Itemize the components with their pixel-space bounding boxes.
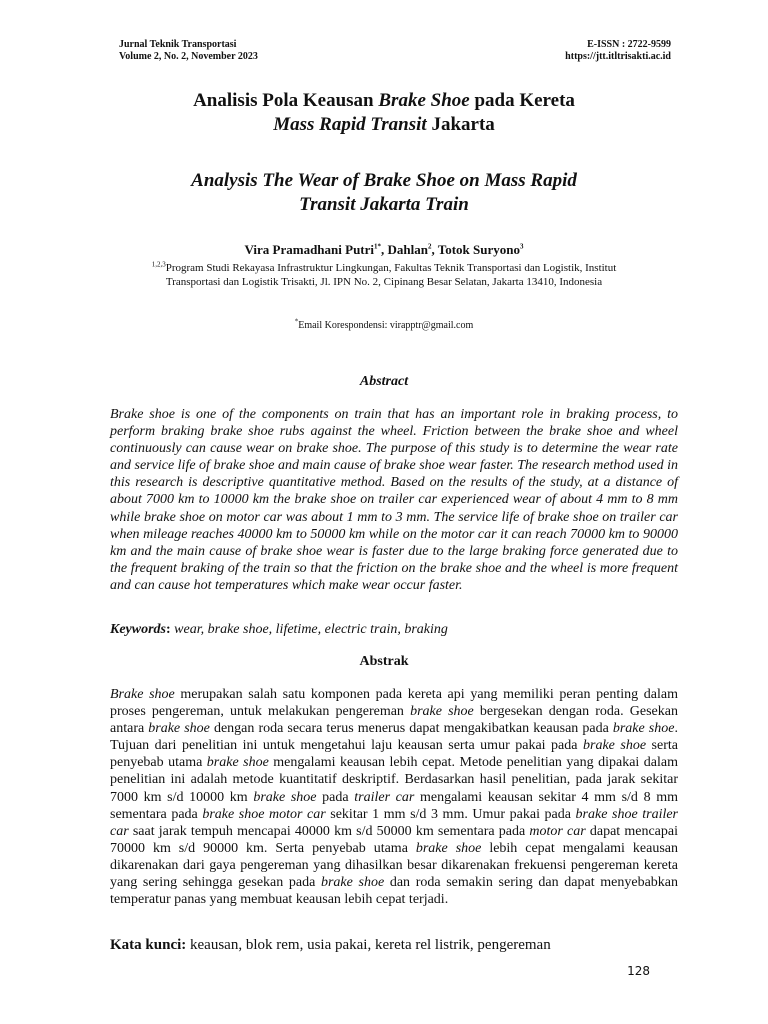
running-header-left [119, 39, 258, 63]
kata-kunci: Kata kunci: keausan, blok rem, usia pakai, kereta rel listrik, pengereman [110, 937, 551, 953]
affiliation: $^{1,2,3}$Program Studi Rekayasa Infrastruktur Lingkungan, Fakultas Teknik Transportasi dan Logistik, Institut Transportasi dan Logistik Trisakti, Jl. IPN No. 2, Cipinang Besar Selatan, Jakarta 13410, Indonesia [151, 260, 617, 288]
journal-url: https://jtt.itltrisakti.ac.id [565, 51, 671, 62]
abstract-body: Brake shoe is one of the components on train that has an important role in braking process, to perform braking brake shoe rubs against the wheel. Friction between the brake shoe and wheel continuously can cause wear on brake shoe. The purpose of this study is to determine the wear rate and service life of brake shoe and main cause of brake shoe wear faster. The research method used in this research is descriptive quantitative method. Based on the results of the study, at a distance of about 7000 km to 10000 km the brake shoe on trailer car experienced wear of about 4 mm to 8 mm while brake shoe on motor car was about 1 mm to 3 mm. The service life of brake shoe on trailer car when mileage reaches 40000 km to 50000 km while on the motor car it can reach 70000 km to 90000 km and the main cause of brake shoe wear is faster due to the large braking force generated due to the frequent braking of the train so that the friction on the brake shoe and the wheel is more frequent and can cause hot temperatures which make wear occur faster. [110, 407, 678, 593]
title-english: Analysis The Wear of Brake Shoe on Mass Rapid Transit Jakarta Train [191, 170, 577, 215]
abstract-heading: Abstract [359, 374, 409, 389]
running-header-right [565, 39, 671, 63]
correspondence-email: *Email Korespondensi: virapptr@gmail.com [294, 317, 474, 331]
title-indonesian: Analisis Pola Keausan Brake Shoe pada Kereta Mass Rapid Transit Jakarta [193, 90, 575, 135]
abstrak-heading: Abstrak [359, 654, 409, 669]
journal-issn: E-ISSN : 2722-9599 [587, 39, 671, 50]
page-number: 128 [627, 964, 650, 978]
journal-volume: Volume 2, No. 2, November 2023 [119, 51, 258, 62]
keywords: Keywords: wear, brake shoe, lifetime, electric train, braking [110, 622, 448, 637]
abstrak-body: Brake shoe merupakan salah satu komponen pada kereta api yang memiliki peran penting dalam proses pengereman, untuk melakukan pengereman brake shoe bergesekan dengan roda. Gesekan antara brake shoe dengan roda secara terus menerus dapat mengakibatkan keausan pada brake shoe. Tujuan dari penelitian ini untuk mengetahui laju keausan serta umur pakai pada brake shoe serta penyebab utama brake shoe mengalami keausan lebih cepat. Metode penelitian yang dipakai dalam penelitian ini adalah metode kuantitatif deskriptif. Berdasarkan hasil penelitian, pada jarak sekitar 7000 km s/d 10000 km brake shoe pada trailer car mengalami keausan sekitar 4 mm s/d 8 mm sementara pada brake shoe motor car sekitar 1 mm s/d 3 mm. Umur pakai pada brake shoe trailer car saat jarak tempuh mencapai 40000 km s/d 50000 km sementara pada motor car dapat mencapai 70000 km s/d 90000 km. Serta penyebab utama brake shoe lebih cepat mengalami keausan dikarenakan dari gaya pengereman yang dihasilkan besar dikarenakan frekuensi pengereman kereta yang sering sehingga gesekan pada brake shoe dan roda semakin sering dan dapat menyebabkan temperatur panas yang membuat keausan lebih cepat terjadi. [110, 687, 679, 908]
journal-name: Jurnal Teknik Transportasi [119, 39, 237, 50]
author-list: Vira Pramadhani Putri$^{1*}$, Dahlan$^2$, Totok Suryono$^3$ [244, 242, 524, 257]
